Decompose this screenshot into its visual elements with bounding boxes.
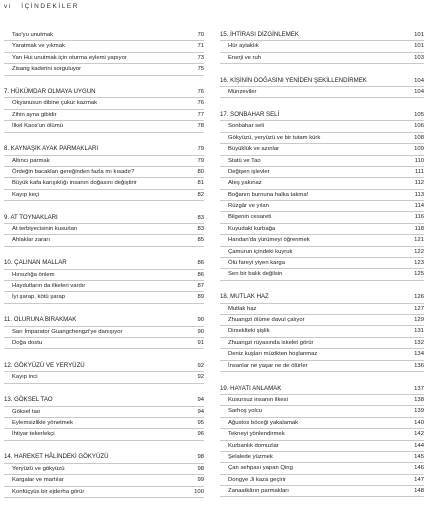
entry-page-number: 103 xyxy=(414,54,424,61)
entry-title: İyi şarap, kötü şarap xyxy=(12,294,66,301)
toc-entry[interactable] xyxy=(220,406,424,417)
toc-entry[interactable] xyxy=(220,269,424,280)
entry-page-number: 123 xyxy=(414,260,424,267)
toc-entry[interactable] xyxy=(4,235,204,246)
page-number: vi xyxy=(4,3,12,10)
entry-title: Büyük kafa karışıklığı insanın doğasını değiştirir xyxy=(12,180,137,187)
entry-page-number: 118 xyxy=(414,225,424,232)
toc-entry[interactable] xyxy=(220,201,424,212)
toc-entry[interactable] xyxy=(4,281,204,292)
entry-title: Deniz kuşları müzikten hoşlanmaz xyxy=(228,351,318,358)
entry-page-number: 100 xyxy=(194,488,204,495)
toc-chapter xyxy=(220,76,424,99)
entry-title: Sen bir balık değilsin xyxy=(228,271,283,278)
entry-page-number: 136 xyxy=(414,362,424,369)
chapter-title: 14. HAREKET HÂLİNDEKİ GÖKYÜZÜ xyxy=(4,453,109,461)
entry-page-number: 145 xyxy=(414,453,424,460)
entry-page-number: 83 xyxy=(197,225,204,232)
entry-title: Enerji ve ruh xyxy=(228,54,262,61)
toc-entry[interactable] xyxy=(4,372,204,383)
entry-page-number: 127 xyxy=(414,305,424,312)
entry-title: At terbiyecisinin kusurları xyxy=(12,225,78,232)
chapter-title-row[interactable] xyxy=(4,87,204,98)
chapter-page-number: 104 xyxy=(414,77,424,84)
entry-title: Ördeğin bacakları gereğinden fazla mı kısadır? xyxy=(12,168,135,175)
chapter-title: 7. HÜKÜMDAR OLMAYA UYGUN xyxy=(4,88,96,96)
toc-entry[interactable] xyxy=(220,87,424,98)
toc-entry[interactable] xyxy=(4,167,204,178)
chapter-title: 17. SONBAHAR SELİ xyxy=(220,110,280,118)
toc-entry[interactable] xyxy=(4,270,204,281)
entry-title: Şelalede yüzmek xyxy=(228,453,273,460)
entry-page-number: 131 xyxy=(414,328,424,335)
entry-title: Altıncı parmak xyxy=(12,157,50,164)
entry-title: Çan sehpası yapan Qing xyxy=(228,465,293,472)
toc-entry[interactable] xyxy=(220,304,424,315)
toc-entry[interactable] xyxy=(4,98,204,109)
chapter-page-number: 137 xyxy=(414,385,424,392)
entry-title: İnsanlar ne yaşar ne de ölürler xyxy=(228,362,308,369)
entry-title: Kurbanlık domuzlar xyxy=(228,442,279,449)
page-title: İÇİNDEKİLER xyxy=(21,3,79,10)
toc-chapter xyxy=(4,30,204,76)
chapter-page-number: 105 xyxy=(414,111,424,118)
toc-entry[interactable] xyxy=(220,258,424,269)
entry-page-number: 122 xyxy=(414,248,424,255)
entry-page-number: 147 xyxy=(414,476,424,483)
chapter-title-row[interactable] xyxy=(4,361,204,372)
entry-title: Zhuangzi rüyasında iskelet görür xyxy=(228,339,314,346)
toc-entry[interactable] xyxy=(4,30,204,41)
entry-title: Sarı İmparator Guangchengzi'ye danışıyor xyxy=(12,328,123,335)
entry-title: Haydutların da ilkeleri vardır xyxy=(12,283,86,290)
toc-chapter xyxy=(4,258,204,304)
entry-title: Yeryüzü ve gökyüzü xyxy=(12,465,65,472)
toc-entry[interactable] xyxy=(4,190,204,201)
toc-left-column xyxy=(4,30,204,509)
chapter-title: 19. HAYATI ANLAMAK xyxy=(220,384,282,392)
toc-entry[interactable] xyxy=(4,429,204,440)
chapter-title-row[interactable] xyxy=(220,292,424,303)
toc-entry[interactable] xyxy=(220,338,424,349)
toc-entry[interactable] xyxy=(220,418,424,429)
chapter-title-row[interactable] xyxy=(220,110,424,121)
chapter-page-number: 101 xyxy=(414,32,424,38)
entry-title: Kayıp inci xyxy=(12,374,38,381)
toc-chapter xyxy=(4,144,204,201)
entry-page-number: 101 xyxy=(414,43,424,50)
entry-page-number: 89 xyxy=(197,294,204,301)
chapter-page-number: 76 xyxy=(197,89,204,96)
chapter-page-number: 83 xyxy=(197,214,204,221)
entry-page-number: 112 xyxy=(414,180,424,187)
entry-title: Yaratmak ve yıkmak xyxy=(12,43,65,50)
entry-title: Kusursuz insanın ilkesi xyxy=(228,396,288,403)
toc-entry[interactable] xyxy=(4,338,204,349)
toc-entry[interactable] xyxy=(4,224,204,235)
toc-entry[interactable] xyxy=(220,486,424,497)
toc-entry[interactable] xyxy=(220,361,424,372)
chapter-page-number: 92 xyxy=(197,362,204,369)
toc-entry[interactable] xyxy=(220,190,424,201)
entry-page-number: 76 xyxy=(197,100,204,107)
entry-title: Kuyudaki kurbağa xyxy=(228,225,276,232)
toc-entry[interactable] xyxy=(220,452,424,463)
entry-title: Sarhoş yolcu xyxy=(228,408,263,415)
entry-page-number: 70 xyxy=(197,32,204,38)
entry-title: Handan'da yürümeyi öğrenmek xyxy=(228,237,310,244)
toc-entry[interactable] xyxy=(4,418,204,429)
chapter-title-row[interactable] xyxy=(220,384,424,395)
toc-entry[interactable] xyxy=(220,156,424,167)
entry-title: Değişen işlevler xyxy=(228,168,270,175)
toc-entry[interactable] xyxy=(220,395,424,406)
entry-title: Zhuangzi ölüme davul çalıyor xyxy=(228,317,305,324)
entry-page-number: 139 xyxy=(414,408,424,415)
page-header xyxy=(4,3,79,10)
entry-page-number: 86 xyxy=(197,271,204,278)
entry-title: Tekneyi yönlendirmek xyxy=(228,431,285,438)
toc-entry[interactable] xyxy=(220,441,424,452)
entry-page-number: 99 xyxy=(197,477,204,484)
entry-title: Zihin ayna gibidir xyxy=(12,111,57,118)
entry-title: Ağustos böceği yakalamak xyxy=(228,419,299,426)
chapter-title-row[interactable] xyxy=(4,452,204,463)
toc-entry[interactable] xyxy=(4,110,204,121)
entry-title: Ölü fareyi yiyen karga xyxy=(228,260,285,267)
toc-chapter xyxy=(4,315,204,349)
toc-entry[interactable] xyxy=(220,212,424,223)
entry-title: İhtiyar tekerlekçi xyxy=(12,431,55,438)
toc-entry[interactable] xyxy=(4,407,204,418)
entry-title: Konfüçyüs bir ejderha görür xyxy=(12,488,85,495)
chapter-page-number: 86 xyxy=(197,260,204,267)
toc-entry[interactable] xyxy=(220,133,424,144)
toc-entry[interactable] xyxy=(4,41,204,52)
toc-entry[interactable] xyxy=(220,463,424,474)
toc-entry[interactable] xyxy=(220,429,424,440)
entry-title: Sonbahar seli xyxy=(228,123,265,130)
entry-page-number: 116 xyxy=(414,214,424,221)
entry-title: Zisang kaderini sorguluyor xyxy=(12,66,82,73)
entry-title: Gökyüzü, yeryüzü ve bir tutam kürk xyxy=(228,134,321,141)
entry-page-number: 78 xyxy=(197,123,204,130)
entry-page-number: 90 xyxy=(197,328,204,335)
toc-entry[interactable] xyxy=(220,167,424,178)
entry-page-number: 81 xyxy=(197,180,204,187)
toc-entry[interactable] xyxy=(220,326,424,337)
chapter-title: 13. GÖKSEL TAO xyxy=(4,396,53,404)
entry-page-number: 75 xyxy=(197,66,204,73)
chapter-title-row[interactable] xyxy=(4,315,204,326)
entry-title: Rüzgâr ve yılan xyxy=(228,203,269,210)
entry-page-number: 144 xyxy=(414,442,424,449)
chapter-page-number: 79 xyxy=(197,146,204,153)
toc-chapter xyxy=(4,213,204,247)
entry-page-number: 110 xyxy=(414,157,424,164)
entry-page-number: 134 xyxy=(414,351,424,358)
entry-page-number: 142 xyxy=(414,431,424,438)
entry-page-number: 109 xyxy=(414,146,424,153)
chapter-title: 12. GÖKYÜZÜ VE YERYÜZÜ xyxy=(4,361,85,369)
toc-right-column xyxy=(220,30,424,509)
toc-entry[interactable] xyxy=(220,247,424,258)
toc-entry[interactable] xyxy=(4,156,204,167)
entry-page-number: 106 xyxy=(414,123,424,130)
chapter-title: 15. İHTİRASI DİZGİNLEMEK xyxy=(220,31,299,38)
toc-entry[interactable] xyxy=(220,53,424,64)
entry-title: Ateş yakınaz xyxy=(228,180,262,187)
toc-entry[interactable] xyxy=(4,487,204,498)
entry-title: Göksel tao xyxy=(12,408,41,415)
entry-page-number: 140 xyxy=(414,419,424,426)
entry-title: Kargalar ve martılar xyxy=(12,477,64,484)
toc-entry[interactable] xyxy=(220,315,424,326)
chapter-title: 16. KİŞİNİN DOĞASINI YENİDEN ŞEKİLLENDİRMEK xyxy=(220,76,367,84)
entry-title: Zanaatkârın parmakları xyxy=(228,488,289,495)
entry-page-number: 73 xyxy=(197,54,204,61)
chapter-title-row[interactable] xyxy=(220,76,424,87)
chapter-page-number: 126 xyxy=(414,294,424,301)
entry-title: Okyanusun dibine çukur kazmak xyxy=(12,100,98,107)
entry-title: Bilgenin cesareti xyxy=(228,214,272,221)
chapter-title: 18. MUTLAK HAZ xyxy=(220,293,269,301)
chapter-title: 10. ÇALINAN MALLAR xyxy=(4,259,67,267)
toc-chapter xyxy=(220,110,424,281)
toc-chapter xyxy=(220,384,424,498)
chapter-title-row[interactable] xyxy=(4,144,204,155)
chapter-title-row[interactable] xyxy=(220,30,424,41)
entry-title: Dongye Ji kaza geçirir xyxy=(228,476,286,483)
entry-page-number: 91 xyxy=(197,340,204,347)
entry-page-number: 94 xyxy=(197,408,204,415)
toc-entry[interactable] xyxy=(4,475,204,486)
entry-page-number: 132 xyxy=(414,339,424,346)
toc-chapter xyxy=(4,361,204,384)
toc-entry[interactable] xyxy=(4,64,204,75)
entry-page-number: 71 xyxy=(197,43,204,50)
entry-page-number: 146 xyxy=(414,465,424,472)
entry-page-number: 129 xyxy=(414,317,424,324)
chapter-title-row[interactable] xyxy=(4,395,204,406)
entry-page-number: 113 xyxy=(414,191,424,198)
entry-title: Statü ve Tao xyxy=(228,157,261,164)
entry-title: Çamurun içindeki kuyruk xyxy=(228,248,293,255)
toc-chapter xyxy=(220,292,424,372)
entry-title: Yan Hui unutmak için oturma eylemi yapıyor xyxy=(12,54,127,61)
entry-page-number: 80 xyxy=(197,168,204,175)
entry-title: Büyüklük ve azınlar xyxy=(228,146,280,153)
entry-page-number: 79 xyxy=(197,157,204,164)
toc-entry[interactable] xyxy=(220,121,424,132)
toc-chapter xyxy=(4,87,204,133)
entry-title: Mutlak haz xyxy=(228,305,257,312)
entry-page-number: 82 xyxy=(197,191,204,198)
toc-chapter xyxy=(220,30,424,64)
entry-page-number: 104 xyxy=(414,89,424,96)
toc-chapter xyxy=(4,395,204,441)
chapter-title: 11. OLURUNA BIRAKMAK xyxy=(4,316,77,324)
toc-entry[interactable] xyxy=(220,475,424,486)
entry-title: Kayıp keçi xyxy=(12,191,40,198)
entry-title: Münzeviler xyxy=(228,89,257,96)
entry-page-number: 108 xyxy=(414,134,424,141)
entry-page-number: 114 xyxy=(414,203,424,210)
entry-page-number: 85 xyxy=(197,237,204,244)
toc-entry[interactable] xyxy=(4,292,204,303)
entry-title: Hırsızlığa önlem xyxy=(12,271,55,278)
entry-page-number: 138 xyxy=(414,396,424,403)
entry-page-number: 92 xyxy=(197,374,204,381)
entry-title: Boğanın burnuna halka takma! xyxy=(228,191,309,198)
entry-page-number: 125 xyxy=(414,271,424,278)
toc-entry[interactable] xyxy=(220,144,424,155)
entry-title: İlkel Kaos'un ölümü xyxy=(12,123,63,130)
entry-title: Eylemsizlikle yönetmek xyxy=(12,420,73,427)
entry-page-number: 148 xyxy=(414,488,424,495)
entry-title: Doğa dostu xyxy=(12,340,43,347)
entry-title: Dirseklteki şişlik xyxy=(228,328,270,335)
toc-entry[interactable] xyxy=(220,224,424,235)
entry-page-number: 87 xyxy=(197,283,204,290)
toc-entry[interactable] xyxy=(220,235,424,246)
chapter-page-number: 90 xyxy=(197,317,204,324)
toc-entry[interactable] xyxy=(220,349,424,360)
entry-title: Ahlaklar zararı xyxy=(12,237,50,244)
toc-entry[interactable] xyxy=(4,121,204,132)
toc-entry[interactable] xyxy=(4,464,204,475)
entry-page-number: 98 xyxy=(197,465,204,472)
entry-page-number: 77 xyxy=(197,111,204,118)
toc-entry[interactable] xyxy=(220,178,424,189)
entry-title: Hür aylaklık xyxy=(228,43,259,50)
entry-page-number: 121 xyxy=(414,237,424,244)
toc-entry[interactable] xyxy=(4,178,204,189)
chapter-page-number: 94 xyxy=(197,397,204,404)
toc-entry[interactable] xyxy=(220,41,424,52)
toc-entry[interactable] xyxy=(4,327,204,338)
toc-entry[interactable] xyxy=(4,53,204,64)
chapter-page-number: 98 xyxy=(197,454,204,461)
chapter-title-row[interactable] xyxy=(4,258,204,269)
entry-page-number: 111 xyxy=(415,168,424,175)
toc-chapter xyxy=(4,452,204,498)
entry-page-number: 95 xyxy=(197,420,204,427)
chapter-title: 9. AT TOYNAKLARI xyxy=(4,213,58,221)
chapter-title: 8. KAYNAŞIK AYAK PARMAKLARI xyxy=(4,145,99,153)
chapter-title-row[interactable] xyxy=(4,213,204,224)
entry-page-number: 96 xyxy=(197,431,204,438)
entry-title: Tao'yu unutmak xyxy=(12,32,54,38)
